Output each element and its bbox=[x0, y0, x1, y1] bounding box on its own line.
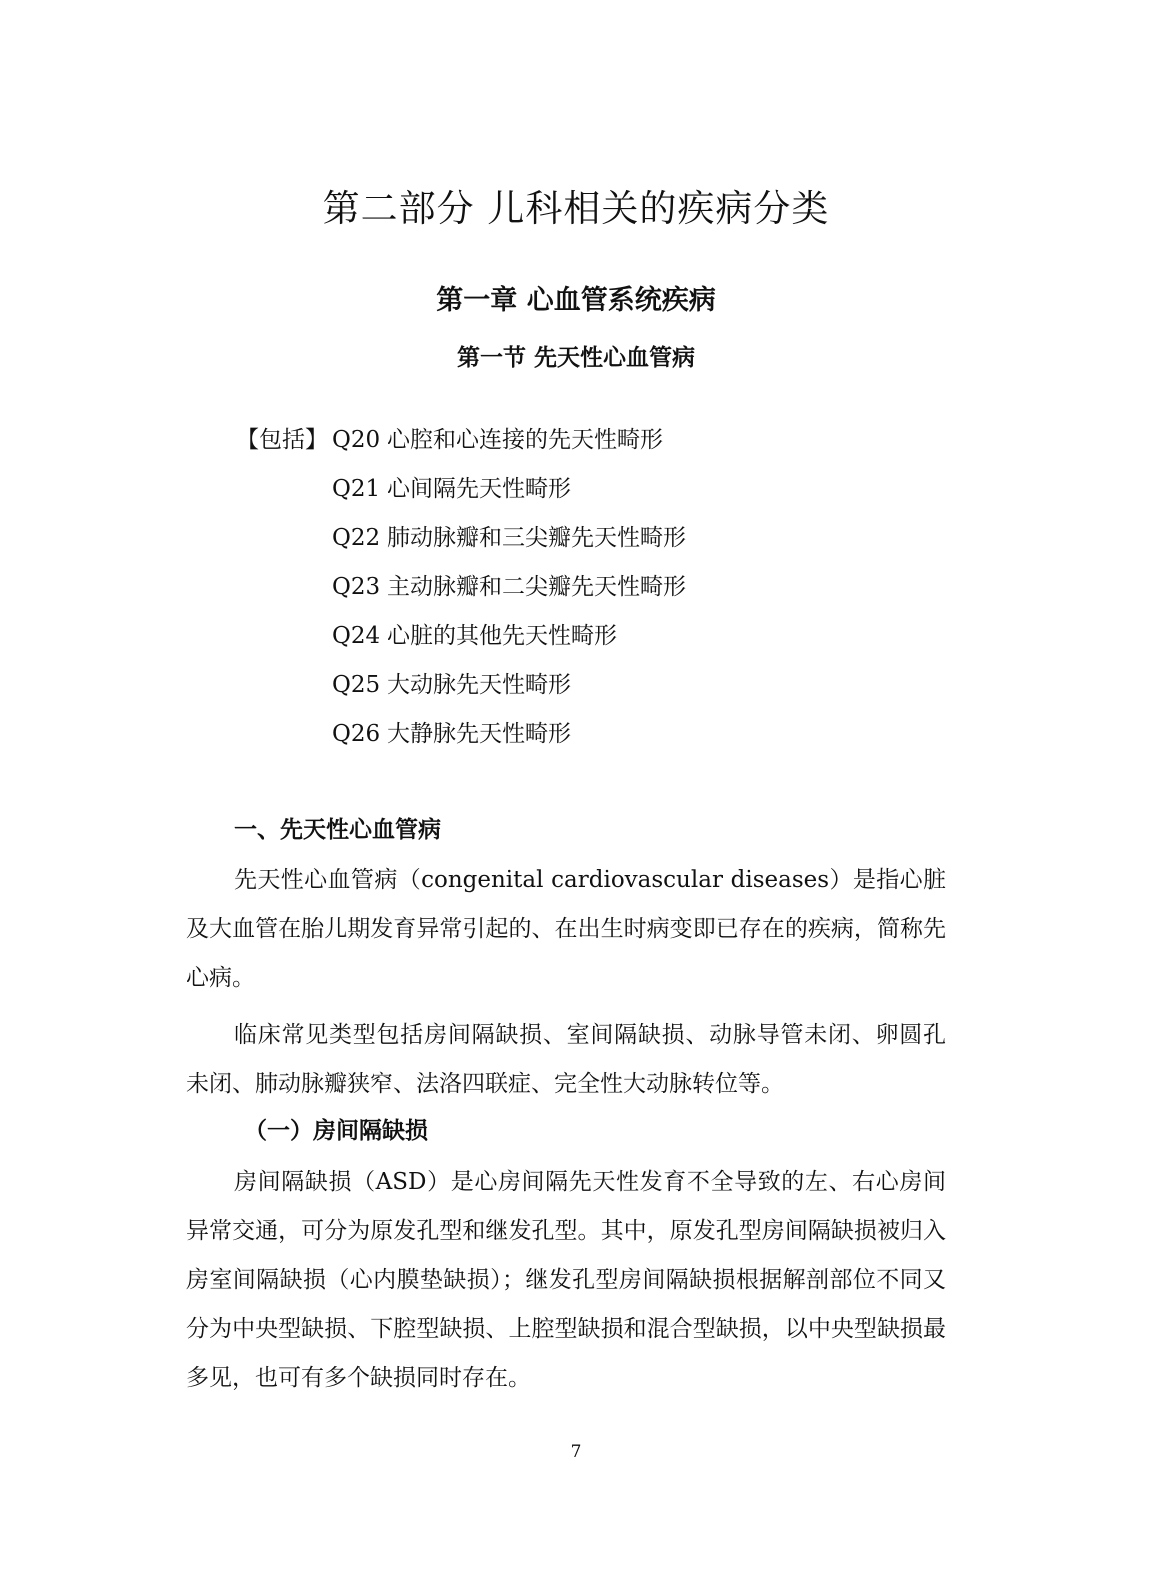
heading-congenital-cardiovascular: 一、先天性心血管病 bbox=[234, 817, 441, 843]
item-code: Q23 bbox=[332, 574, 381, 600]
item-name: 肺动脉瓣和三尖瓣先天性畸形 bbox=[387, 525, 686, 551]
item-code: Q22 bbox=[332, 525, 381, 551]
includes-item bbox=[236, 563, 956, 612]
item-code: Q20 bbox=[332, 427, 381, 453]
includes-item bbox=[236, 465, 956, 514]
item-name: 大静脉先天性畸形 bbox=[387, 721, 571, 747]
includes-item bbox=[236, 612, 956, 661]
includes-label: 【包括】 bbox=[236, 427, 328, 453]
includes-item bbox=[236, 416, 956, 465]
part-title: 第二部分 儿科相关的疾病分类 bbox=[322, 187, 830, 230]
includes-list bbox=[236, 416, 956, 759]
includes-item bbox=[236, 710, 956, 759]
heading-atrial-septal-defect: （一）房间隔缺损 bbox=[244, 1118, 428, 1144]
item-name: 主动脉瓣和二尖瓣先天性畸形 bbox=[387, 574, 686, 600]
paragraph-definition: 先天性心血管病（congenital cardiovascular diseases）是指心脏及大血管在胎儿期发育异常引起的、在出生时病变即已存在的疾病，简称先心病。 bbox=[186, 867, 946, 991]
paragraph-asd: 房间隔缺损（ASD）是心房间隔先天性发育不全导致的左、右心房间异常交通，可分为原发孔型和继发孔型。其中，原发孔型房间隔缺损被归入房室间隔缺损（心内膜垫缺损）；继发孔型房间隔缺损根据解剖部位不同又分为中央型缺损、下腔型缺损、上腔型缺损和混合型缺损，以中央型缺损最多见，也可有多个缺损同时存在。 bbox=[186, 1169, 946, 1391]
paragraph-common-types: 临床常见类型包括房间隔缺损、室间隔缺损、动脉导管未闭、卵圆孔未闭、肺动脉瓣狭窄、法洛四联症、完全性大动脉转位等。 bbox=[186, 1022, 946, 1097]
section-title: 第一节 先天性心血管病 bbox=[456, 345, 695, 371]
item-code: Q24 bbox=[332, 623, 381, 649]
item-name: 心腔和心连接的先天性畸形 bbox=[387, 427, 663, 453]
page-number: 7 bbox=[570, 1442, 582, 1462]
item-name: 心脏的其他先天性畸形 bbox=[387, 623, 617, 649]
item-name: 大动脉先天性畸形 bbox=[387, 672, 571, 698]
item-code: Q25 bbox=[332, 672, 381, 698]
chapter-title: 第一章 心血管系统疾病 bbox=[436, 285, 716, 316]
includes-item bbox=[236, 514, 956, 563]
body-text bbox=[186, 812, 946, 1403]
includes-item bbox=[236, 661, 956, 710]
item-code: Q26 bbox=[332, 721, 381, 747]
item-name: 心间隔先天性畸形 bbox=[387, 476, 571, 502]
item-code: Q21 bbox=[332, 476, 381, 502]
